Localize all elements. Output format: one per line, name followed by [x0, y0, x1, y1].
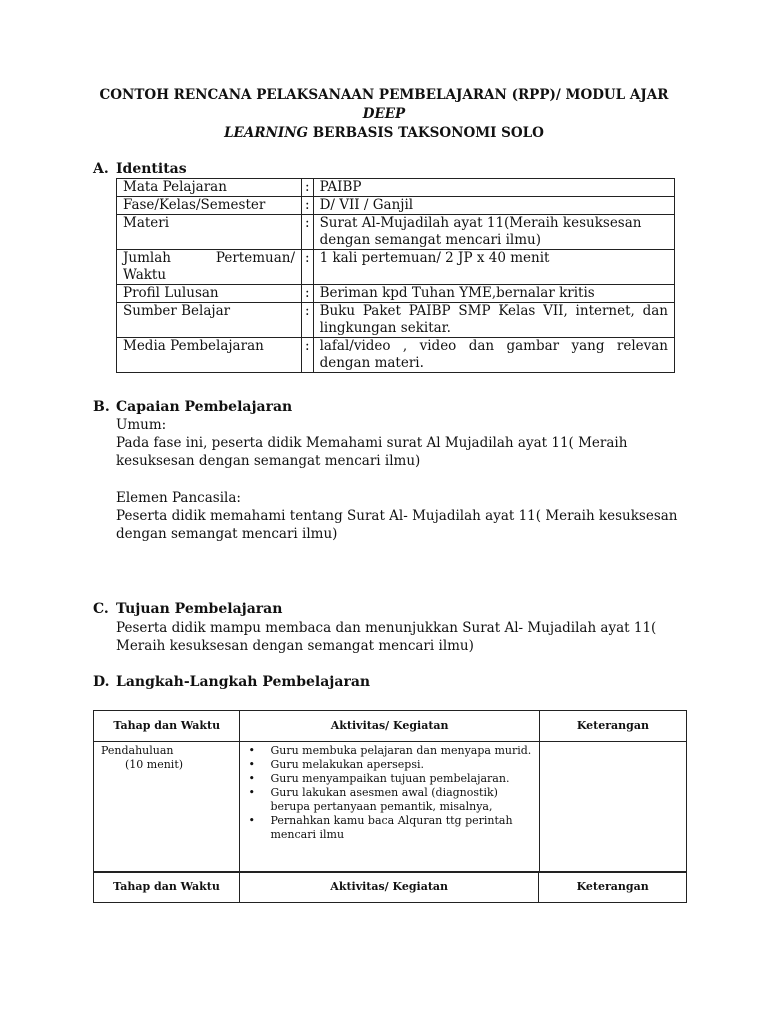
header-aktivitas: Aktivitas/ Kegiatan: [240, 711, 539, 742]
header-keterangan: Keterangan: [539, 711, 686, 742]
identity-row: Mata Pelajaran : PAIBP: [117, 179, 675, 197]
steps-header-row: [94, 711, 687, 742]
list-item: • Guru menyampaikan tujuan pembelajaran.: [270, 772, 533, 786]
document-title: CONTOH RENCANA PELAKSANAAN PEMBELAJARAN (RPP)/ MODUL AJAR DEEP LEARNING BERBASIS TAKSONOMI SOLO: [99, 87, 669, 141]
list-item: • Guru membuka pelajaran dan menyapa murid.: [270, 744, 533, 758]
capaian-umum-label: Umum:: [116, 417, 167, 433]
stage-cell: [94, 742, 240, 873]
header-aktivitas: Aktivitas/ Kegiatan: [239, 872, 538, 903]
identity-row: Fase/Kelas/Semester : D/ VII / Ganjil: [117, 197, 675, 215]
section-d-heading: D. Langkah-Langkah Pembelajaran: [93, 674, 371, 690]
stage-name: Pendahuluan: [101, 744, 174, 757]
activities-cell: [240, 742, 539, 873]
capaian-elemen-label: Elemen Pancasila:: [116, 490, 241, 506]
list-item: • Guru melakukan apersepsi.: [270, 758, 533, 772]
stage-duration: (10 menit): [125, 758, 184, 771]
tujuan-text: Peserta didik mampu membaca dan menunjukkan Surat Al- Mujadilah ayat 11( Meraih kesuksesan dengan semangat mencari ilmu): [116, 620, 657, 654]
identity-row: Media Pembelajaran : lafal/video , video dan gambar yang relevan dengan materi.: [117, 338, 675, 373]
identity-table: [116, 178, 675, 373]
capaian-elemen-text: Peserta didik memahami tentang Surat Al- Mujadilah ayat 11( Meraih kesuksesan dengan semangat mencari ilmu): [116, 508, 678, 542]
header-tahap: Tahap dan Waktu: [94, 711, 240, 742]
section-b-heading: B. Capaian Pembelajaran: [93, 399, 293, 415]
identity-row: Materi : Surat Al-Mujadilah ayat 11(Meraih kesuksesan dengan semangat mencari ilmu): [117, 215, 675, 250]
identity-row: Jumlah Pertemuan/ Waktu : 1 kali pertemuan/ 2 JP x 40 menit: [117, 250, 675, 285]
identity-row: Sumber Belajar : Buku Paket PAIBP SMP Kelas VII, internet, dan lingkungan sekitar.: [117, 303, 675, 338]
capaian-umum-text: Pada fase ini, peserta didik Memahami surat Al Mujadilah ayat 11( Meraih kesuksesan dengan semangat mencari ilmu): [116, 435, 628, 469]
steps-header-row: [94, 872, 687, 903]
table-row: [94, 742, 687, 873]
section-c-heading: C. Tujuan Pembelajaran: [93, 601, 283, 617]
steps-table: [93, 710, 687, 873]
list-item: • Pernahkan kamu baca Alquran ttg perintah mencari ilmu: [270, 814, 533, 842]
list-item: • Guru lakukan asesmen awal (diagnostik) berupa pertanyaan pemantik, misalnya,: [270, 786, 533, 814]
header-keterangan: Keterangan: [539, 872, 687, 903]
note-cell: [539, 742, 686, 873]
section-a-heading: A. Identitas: [93, 161, 187, 177]
identity-row: Profil Lulusan : Beriman kpd Tuhan YME,bernalar kritis: [117, 285, 675, 303]
steps-table-continued: [93, 871, 687, 903]
header-tahap: Tahap dan Waktu: [94, 872, 240, 903]
